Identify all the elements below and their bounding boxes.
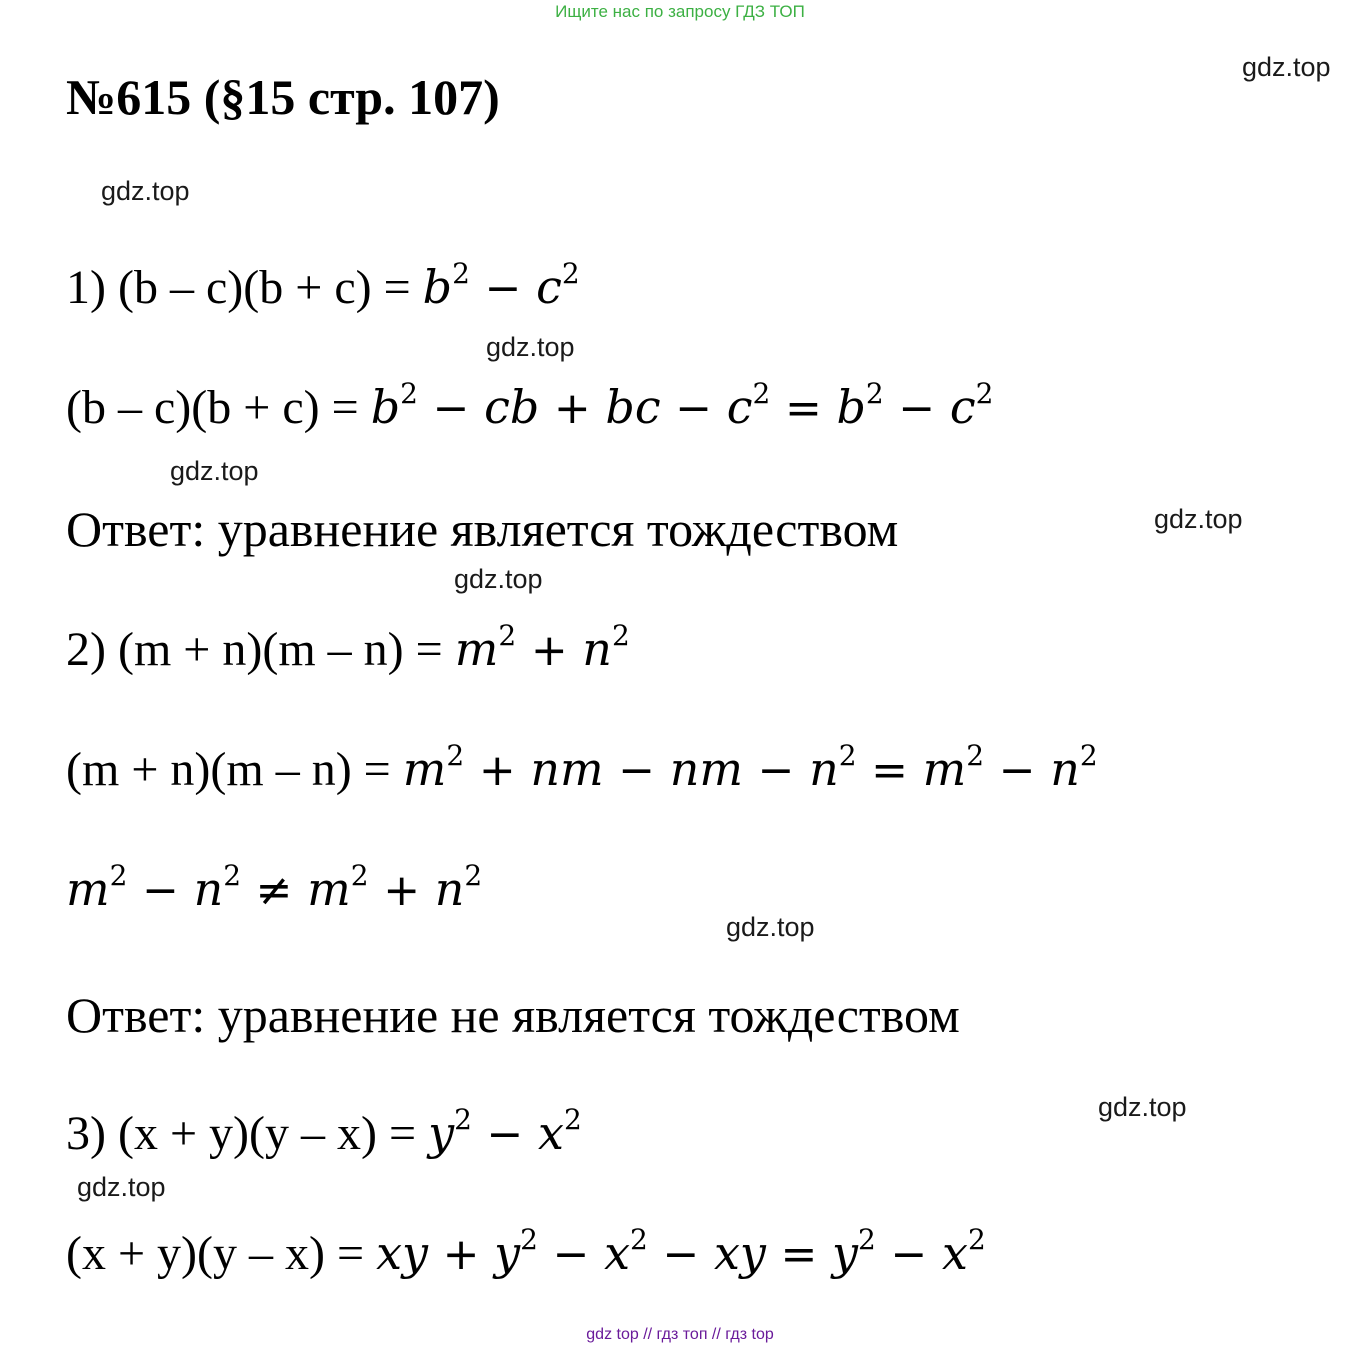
answer2: Ответ: уравнение не является тождеством [66, 987, 960, 1043]
task1-rhs: $b^2 - c^2$ [422, 257, 580, 314]
top-banner: Ищите нас по запросу ГДЗ ТОП [555, 2, 805, 21]
task1-expansion-rhs: $b^2$ − cb + bc − $c^2 = b^2 - c^2$ [370, 377, 994, 434]
watermark: gdz.top [77, 1172, 166, 1202]
watermark: gdz.top [454, 564, 543, 594]
task2-equation [66, 619, 630, 677]
task2-expansion [66, 739, 1098, 797]
watermark: gdz.top [1098, 1092, 1187, 1122]
task2-expansion-rhs: $m^2$ + nm − nm − $n^2 = m^2 - n^2$ [402, 739, 1098, 796]
task3-equation [66, 1103, 582, 1161]
task2-prefix: 2) (m + n)(m – n) = [66, 623, 443, 676]
watermark: gdz.top [170, 456, 259, 486]
task3-expansion [66, 1223, 986, 1281]
task1-prefix: 1) (b – c)(b + c) = [66, 261, 411, 314]
watermark: gdz.top [1242, 52, 1331, 82]
answer1: Ответ: уравнение является тождеством [66, 501, 899, 557]
task3-rhs: $y^2 - x^2$ [428, 1103, 582, 1160]
watermark: gdz.top [486, 332, 575, 362]
task1-equation [66, 257, 580, 315]
task2-rhs: $m^2 + n^2$ [454, 619, 630, 676]
footer-links: gdz top // гдз топ // гдз top [586, 1326, 774, 1343]
task3-expansion-prefix: (x + y)(y – x) = [66, 1227, 365, 1280]
watermark: gdz.top [1154, 504, 1243, 534]
watermark: gdz.top [726, 912, 815, 942]
task2-inequality [66, 859, 483, 917]
task3-prefix: 3) (x + y)(y – x) = [66, 1107, 417, 1160]
watermark: gdz.top [101, 176, 190, 206]
task3-expansion-rhs: xy + $y^2 - x^2$ − xy = $y^2 - x^2$ [376, 1223, 986, 1280]
task1-expansion-prefix: (b – c)(b + c) = [66, 381, 359, 434]
exercise-title: №615 (§15 стр. 107) [66, 69, 500, 125]
task2-inequality-expr: $m^2 - n^2 \ne m^2 + n^2$ [66, 859, 483, 916]
task2-expansion-prefix: (m + n)(m – n) = [66, 743, 391, 796]
task1-expansion [66, 377, 994, 435]
